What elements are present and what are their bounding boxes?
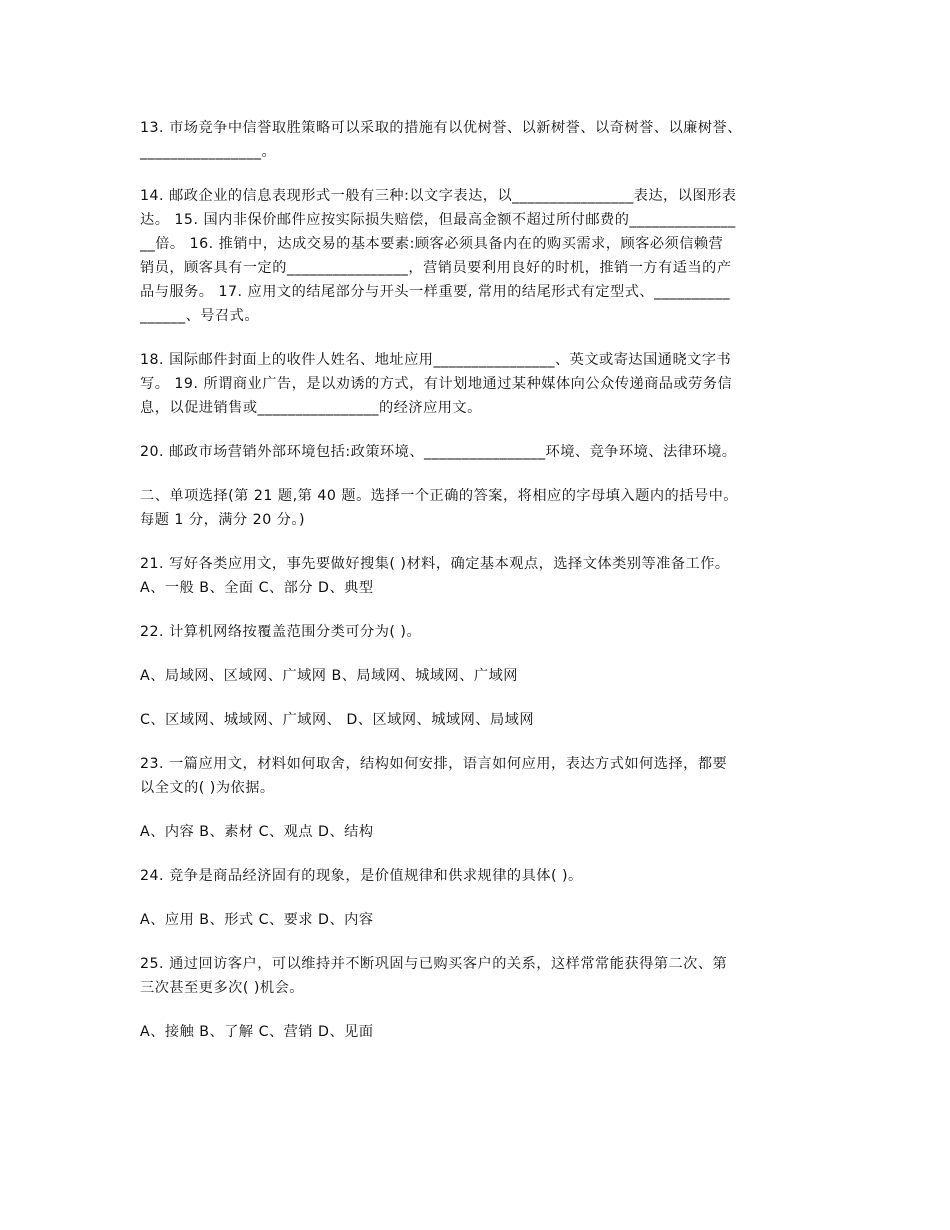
text-line: 写。 19. 所谓商业广告，是以劝诱的方式，有计划地通过某种媒体向公众传递商品或劳务信 [140,376,733,392]
text-line: 以全文的( )为依据。 [140,780,275,796]
text-line: 24. 竞争是商品经济固有的现象，是价值规律和供求规律的具体( )。 [140,868,583,884]
text-line: 14. 邮政企业的信息表现形式一般有三种:以文字表达，以________________表达，以图形表 [140,188,737,204]
question-22 [140,620,820,644]
text-line: 22. 计算机网络按覆盖范围分类可分为( )。 [140,624,422,640]
question-21 [140,552,820,600]
text-line: 21. 写好各类应用文，事先要做好搜集( )材料，确定基本观点，选择文体类别等准备工作。 [140,556,730,572]
text-line: 达。 15. 国内非保价邮件应按实际损失赔偿，但最高金额不超过所付邮费的______________ [140,212,736,228]
text-line: 品与服务。 17. 应用文的结尾部分与开头一样重要, 常用的结尾形式有定型式、__________ [140,284,731,300]
text-line: 18. 国际邮件封面上的收件人姓名、地址应用________________、英文或寄达国通晓文字书 [140,352,732,368]
questions-14-17 [140,184,820,328]
question-24 [140,864,820,888]
text-line: 13. 市场竞争中信誉取胜策略可以采取的措施有以优树誉、以新树誉、以奇树誉、以廉树誉、 [140,120,742,136]
questions-18-19 [140,348,820,420]
question-13 [140,116,820,164]
text-line: C、区域网、城域网、广域网、 D、区域网、城域网、局域网 [140,712,535,728]
text-line: __倍。 16. 推销中，达成交易的基本要素:顾客必须具备内在的购买需求，顾客必须信赖营 [140,236,724,252]
section-heading-single-choice [140,484,820,532]
answer-options: A、一般 B、全面 C、部分 D、典型 [140,580,374,596]
text-line: ______、号召式。 [140,308,260,324]
answer-options [140,708,820,732]
text-line: 23. 一篇应用文，材料如何取舍，结构如何安排，语言如何应用，表达方式如何选择，都要 [140,756,728,772]
answer-options [140,1020,820,1044]
text-line: 20. 邮政市场营销外部环境包括:政策环境、________________环境、竞争环境、法律环境。 [140,444,737,460]
text-line: 息，以促进销售或________________的经济应用文。 [140,400,482,416]
text-line: A、应用 B、形式 C、要求 D、内容 [140,912,374,928]
text-line: 销员，顾客具有一定的________________，营销员要利用良好的时机，推销一方有适当的产 [140,260,732,276]
text-line: A、局域网、区域网、广域网 B、局域网、城域网、广域网 [140,668,518,684]
text-line: A、接触 B、了解 C、营销 D、见面 [140,1024,374,1040]
answer-options [140,664,820,688]
text-line: A、内容 B、素材 C、观点 D、结构 [140,824,374,840]
text-line: 每题 1 分，满分 20 分。) [140,512,306,528]
answer-options [140,908,820,932]
question-25 [140,952,820,1000]
text-line: ________________。 [140,144,277,160]
text-line: 二、单项选择(第 21 题,第 40 题。选择一个正确的答案，将相应的字母填入题内的括号中。 [140,488,738,504]
text-line: 25. 通过回访客户，可以维持并不断巩固与已购买客户的关系，这样常常能获得第二次、第 [140,956,728,972]
answer-options [140,820,820,844]
document-page [140,116,820,1064]
text-line: 三次甚至更多次( )机会。 [140,980,304,996]
question-20 [140,440,820,464]
question-23 [140,752,820,800]
